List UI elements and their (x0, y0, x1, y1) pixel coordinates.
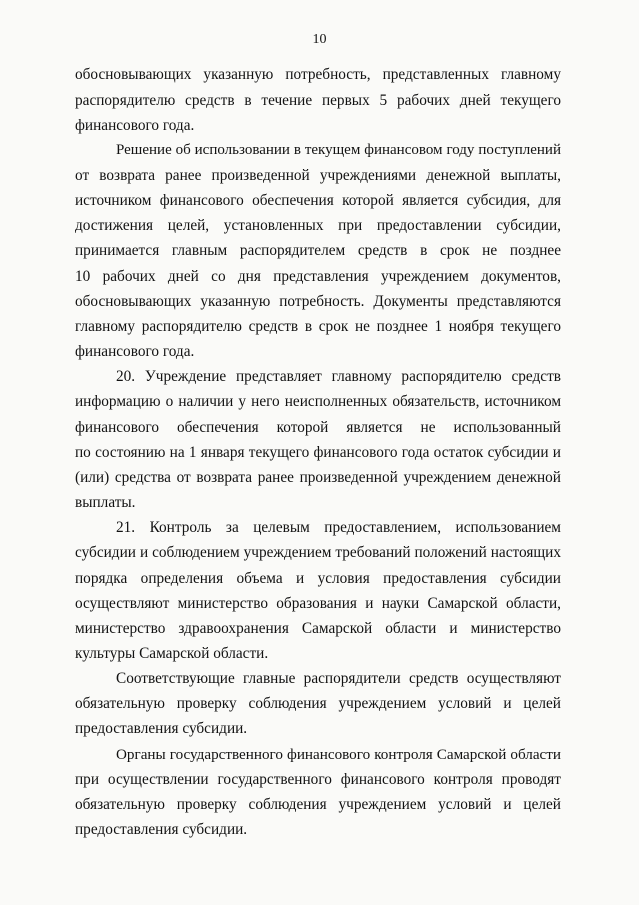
paragraph (75, 742, 561, 843)
text-line: обязательную проверку соблюдения учреждением условий и целей (75, 795, 561, 813)
text-line: источником финансового обеспечения которой является субсидия, для (75, 192, 561, 210)
text-line: при осуществлении государственного финансового контроля проводят (75, 770, 561, 788)
text-line: достижения целей, установленных при предоставлении субсидии, (75, 217, 561, 235)
text-line: 10 рабочих дней со дня представления учреждением документов, (75, 267, 561, 285)
text-line: по состоянию на 1 января текущего финансового года остаток субсидии и (75, 443, 561, 461)
text-line: финансового обеспечения которой является не использованный (75, 418, 561, 436)
text-line: 21. Контроль за целевым предоставлением, использованием (116, 519, 561, 537)
text-line: обосновывающих указанную потребность. Документы представляются (75, 292, 561, 310)
text-line: финансового года. (75, 116, 195, 134)
text-line: финансового года. (75, 343, 195, 361)
text-line: предоставления субсидии. (75, 720, 248, 738)
text-line: министерство здравоохранения Самарской области и министерство (75, 619, 561, 637)
text-line: принимается главным распорядителем средств в срок не позднее (75, 242, 561, 260)
text-line: Органы государственного финансового контроля Самарской области (116, 745, 561, 763)
paragraph (75, 62, 561, 137)
text-line: субсидии и соблюдением учреждением требований положений настоящих (75, 544, 561, 562)
text-line: распорядителю средств в течение первых 5 рабочих дней текущего (75, 91, 561, 109)
text-line: Соответствующие главные распорядители средств осуществляют (116, 670, 561, 688)
text-line: культуры Самарской области. (75, 644, 269, 662)
text-line: предоставления субсидии. (75, 821, 248, 839)
document-text (75, 62, 561, 842)
text-line: информацию о наличии у него неисполненных обязательств, источником (75, 393, 561, 411)
text-line: (или) средства от возврата ранее произведенной учреждением денежной (75, 468, 561, 486)
text-line: Решение об использовании в текущем финансовом году поступлений (116, 141, 561, 158)
paragraph (75, 515, 561, 666)
page-number: 10 (312, 32, 327, 47)
text-line: обязательную проверку соблюдения учреждением условий и целей (75, 695, 561, 713)
paragraph (75, 138, 561, 364)
text-line: главному распорядителю средств в срок не позднее 1 ноября текущего (75, 317, 561, 335)
text-line: порядка определения объема и условия предоставления субсидии (75, 569, 561, 587)
text-line: выплаты. (75, 494, 136, 512)
text-line: обосновывающих указанную потребность, представленных главному (75, 66, 561, 84)
text-line: от возврата ранее произведенной учреждениями денежной выплаты, (75, 167, 561, 185)
paragraph (75, 666, 561, 741)
text-line: 20. Учреждение представляет главному распорядителю средств (116, 368, 561, 386)
paragraph (75, 364, 561, 515)
text-line: осуществляют министерство образования и науки Самарской области, (75, 594, 561, 612)
